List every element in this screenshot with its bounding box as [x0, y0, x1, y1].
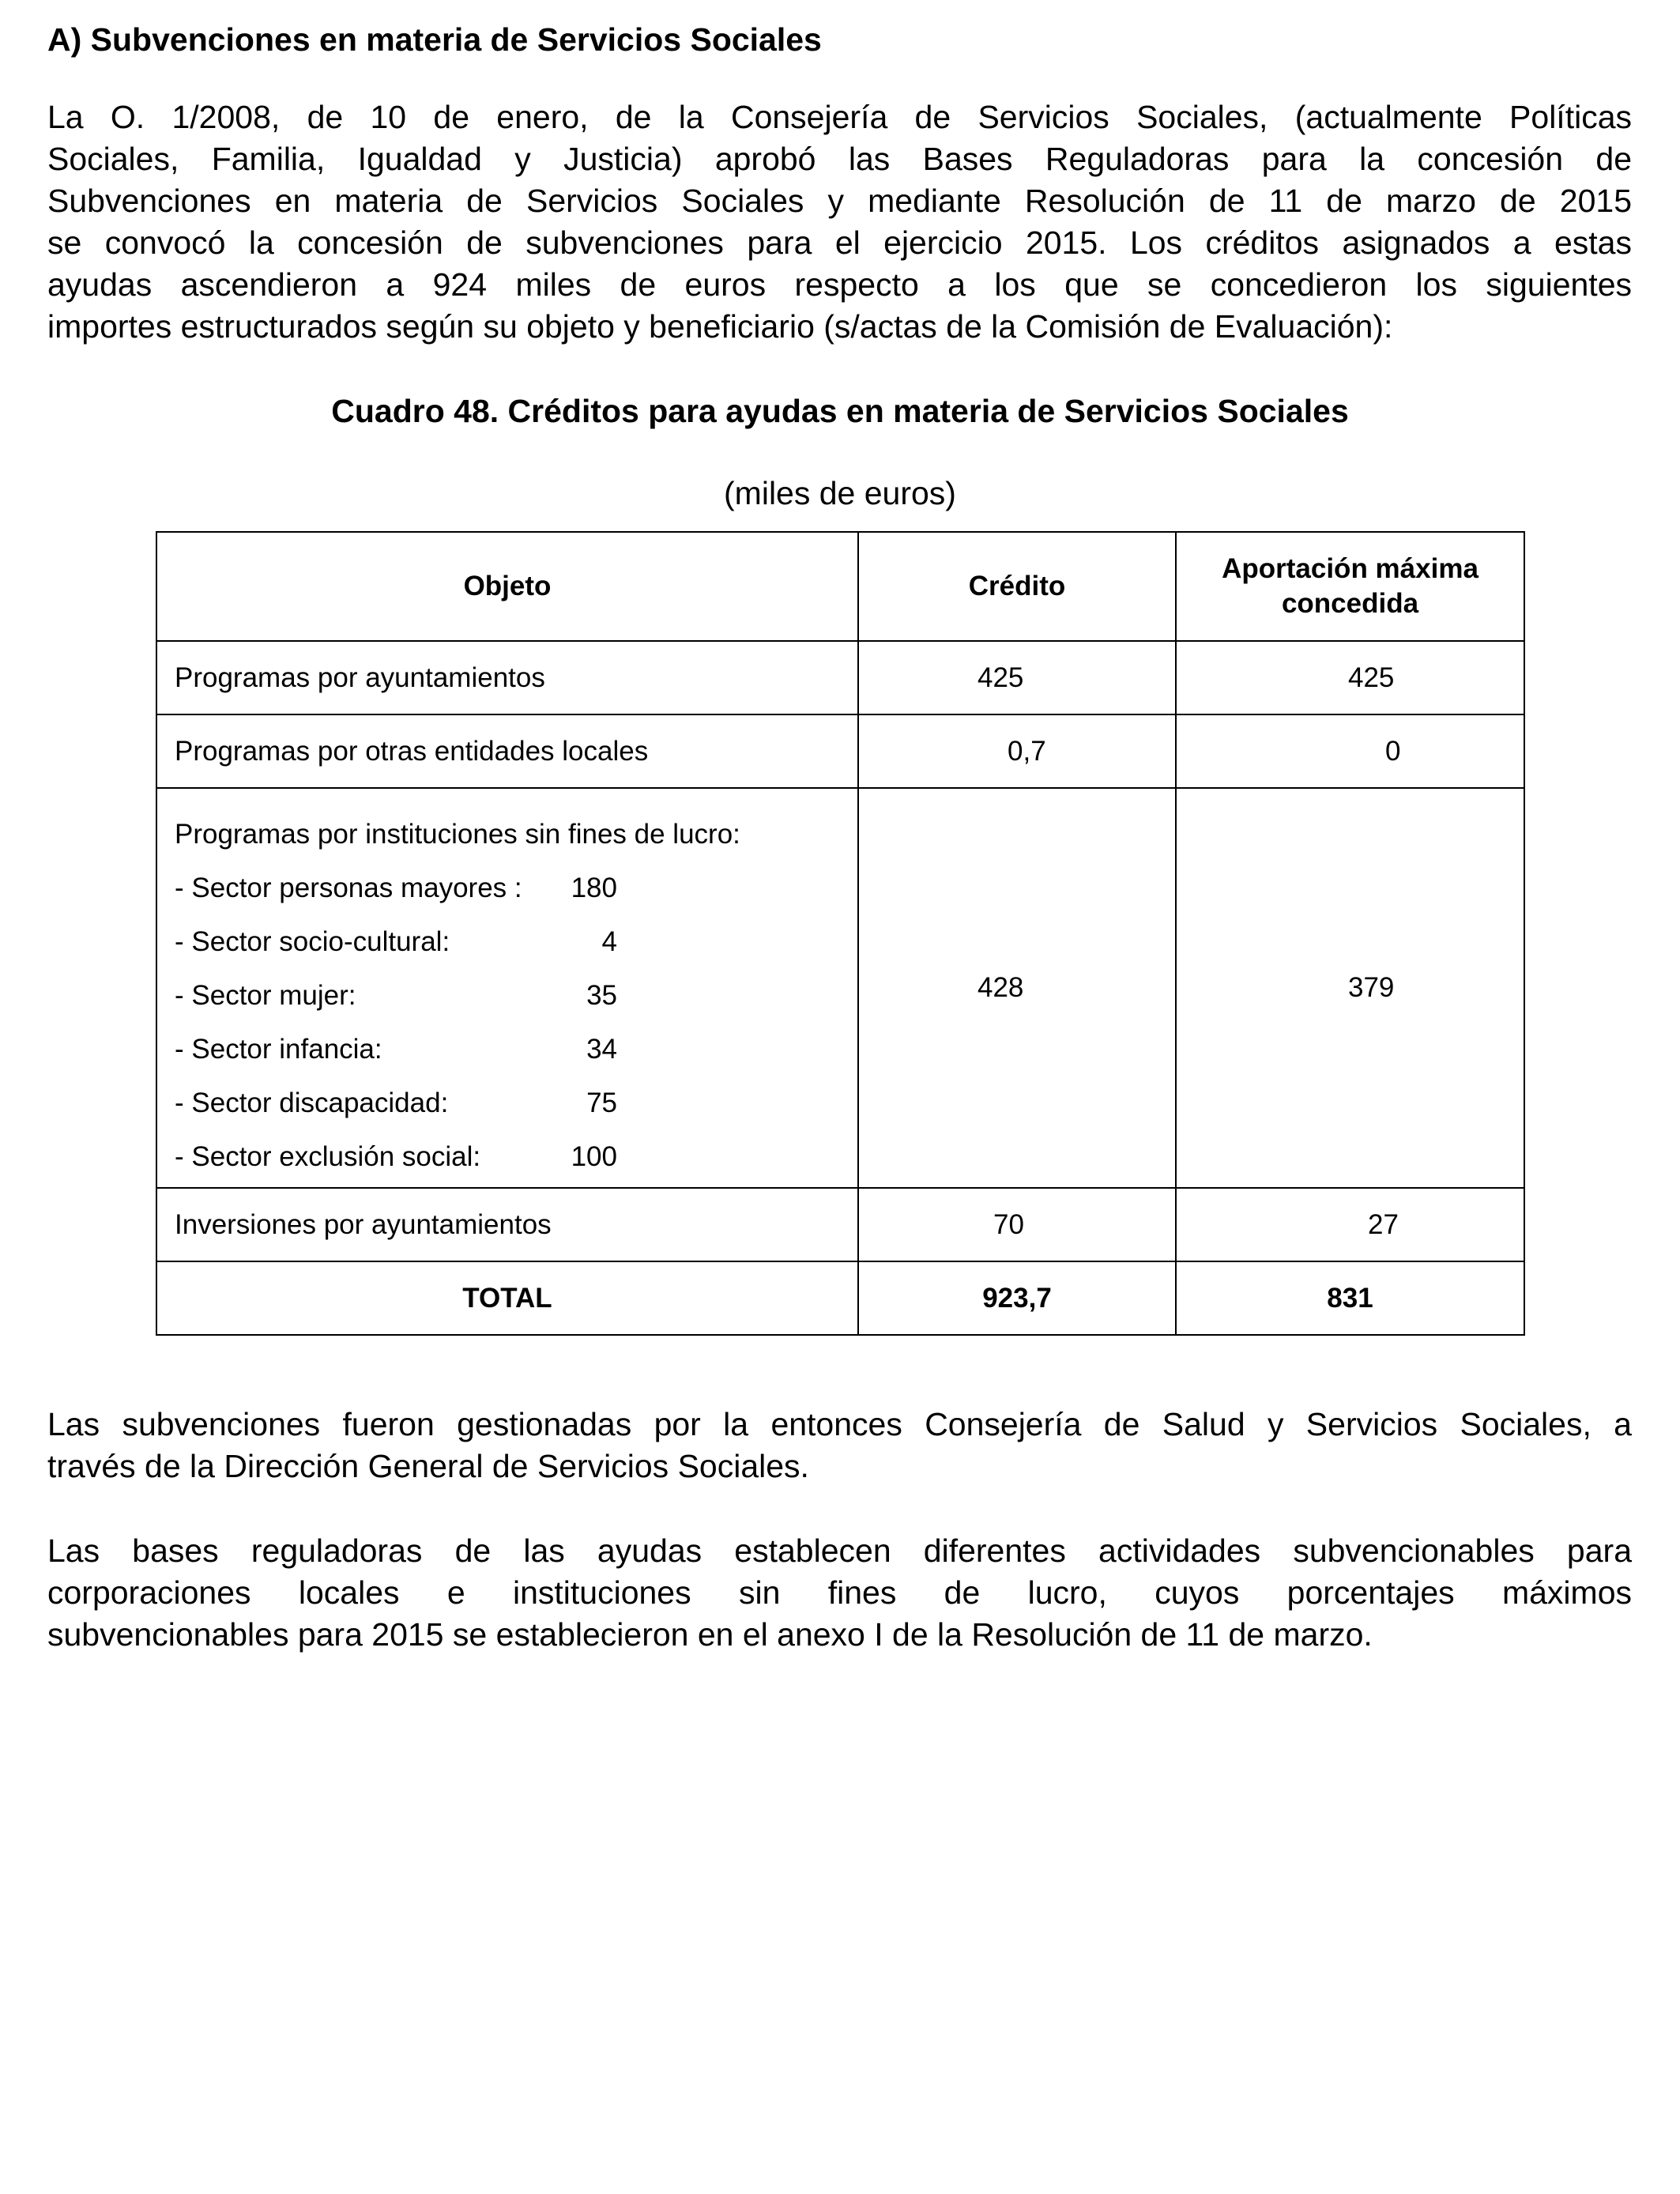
header-aportacion [1176, 532, 1524, 641]
sector-line [175, 915, 857, 969]
sector-name: - Sector socio-cultural: [175, 926, 450, 957]
row-credito-value: 425 [977, 662, 1024, 693]
text-line: se convocó la concesión de subvenciones para el ejercicio 2015. Los créditos asignados a estas [47, 224, 1632, 261]
text-line: Sociales, Familia, Igualdad y Justicia) aprobó las Bases Reguladoras para la concesión de [47, 141, 1632, 177]
intro-paragraph [47, 96, 1632, 348]
sector-name: - Sector personas mayores : [175, 873, 522, 903]
table-total-row [156, 1261, 1524, 1335]
sector-value: 34 [586, 1034, 617, 1065]
row-aportacion-value: 0 [1385, 735, 1401, 767]
header-aportacion-line2: concedida [1281, 588, 1419, 619]
sector-line [175, 1130, 857, 1184]
row-objeto: Programas por otras entidades locales [156, 714, 858, 788]
sector-line [175, 861, 857, 915]
bases-paragraph [47, 1530, 1632, 1656]
row-aportacion-value: 425 [1348, 662, 1395, 693]
sector-name: - Sector mujer: [175, 980, 356, 1011]
table-header-row [156, 532, 1524, 641]
text-line: ayudas ascendieron a 924 miles de euros respecto a los que se concedieron los siguientes [47, 266, 1632, 303]
sector-line [175, 1076, 857, 1130]
sector-line [175, 1023, 857, 1076]
header-credito: Crédito [858, 532, 1176, 641]
sector-value: 180 [571, 873, 617, 903]
inversiones-objeto: Inversiones por ayuntamientos [156, 1188, 858, 1261]
text-line: importes estructurados según su objeto y beneficiario (s/actas de la Comisión de Evaluación): [47, 308, 1393, 345]
text-line: subvencionables para 2015 se establecieron en el anexo I de la Resolución de 11 de marzo. [47, 1616, 1373, 1653]
instituciones-aportacion [1176, 788, 1524, 1188]
inversiones-credito [858, 1188, 1176, 1261]
sector-value: 100 [571, 1141, 617, 1172]
sector-name: - Sector discapacidad: [175, 1088, 449, 1118]
text-line: corporaciones locales e instituciones sin fines de lucro, cuyos porcentajes máximos [47, 1574, 1632, 1611]
total-aportacion: 831 [1176, 1261, 1524, 1335]
sector-line [175, 969, 857, 1023]
instituciones-aportacion-value: 379 [1348, 972, 1395, 1003]
inversiones-credito-value: 70 [993, 1208, 1024, 1240]
instituciones-breakdown [156, 788, 858, 1188]
sector-name: - Sector infancia: [175, 1034, 382, 1065]
instituciones-title: Programas por instituciones sin fines de lucro: [175, 819, 740, 850]
table-row [156, 714, 1524, 788]
header-objeto: Objeto [156, 532, 858, 641]
sector-value: 35 [586, 980, 617, 1011]
text-line: La O. 1/2008, de 10 de enero, de la Consejería de Servicios Sociales, (actualmente Políticas [47, 99, 1632, 135]
text-line: Las bases reguladoras de las ayudas establecen diferentes actividades subvencionables para [47, 1532, 1632, 1569]
table-row-inversiones [156, 1188, 1524, 1261]
sector-value: 4 [601, 926, 617, 957]
row-objeto: Programas por ayuntamientos [156, 641, 858, 714]
row-credito [858, 714, 1176, 788]
inversiones-aportacion [1176, 1188, 1524, 1261]
row-credito [858, 641, 1176, 714]
total-credito: 923,7 [858, 1261, 1176, 1335]
sector-name: - Sector exclusión social: [175, 1141, 481, 1172]
table-title: Cuadro 48. Créditos para ayudas en materia de Servicios Sociales [331, 393, 1349, 429]
credits-table [156, 531, 1525, 1336]
text-line: Subvenciones en materia de Servicios Sociales y mediante Resolución de 11 de marzo de 2015 [47, 183, 1632, 219]
credits-table-wrapper [156, 531, 1525, 1336]
section-heading: A) Subvenciones en materia de Servicios Sociales [47, 21, 822, 58]
text-line: través de la Dirección General de Servicios Sociales. [47, 1448, 809, 1484]
table-row-instituciones [156, 788, 1524, 1188]
instituciones-credito-value: 428 [977, 972, 1024, 1003]
text-line: Las subvenciones fueron gestionadas por la entonces Consejería de Salud y Servicios Sociales, a [47, 1406, 1632, 1442]
management-paragraph [47, 1404, 1632, 1487]
inversiones-aportacion-value: 27 [1368, 1208, 1399, 1240]
instituciones-credito [858, 788, 1176, 1188]
table-row [156, 641, 1524, 714]
header-aportacion-line1: Aportación máxima [1222, 553, 1478, 584]
row-aportacion [1176, 714, 1524, 788]
row-credito-value: 0,7 [1008, 735, 1046, 767]
sector-value: 75 [586, 1088, 617, 1118]
row-aportacion [1176, 641, 1524, 714]
total-label: TOTAL [156, 1261, 858, 1335]
table-units: (miles de euros) [724, 475, 956, 511]
